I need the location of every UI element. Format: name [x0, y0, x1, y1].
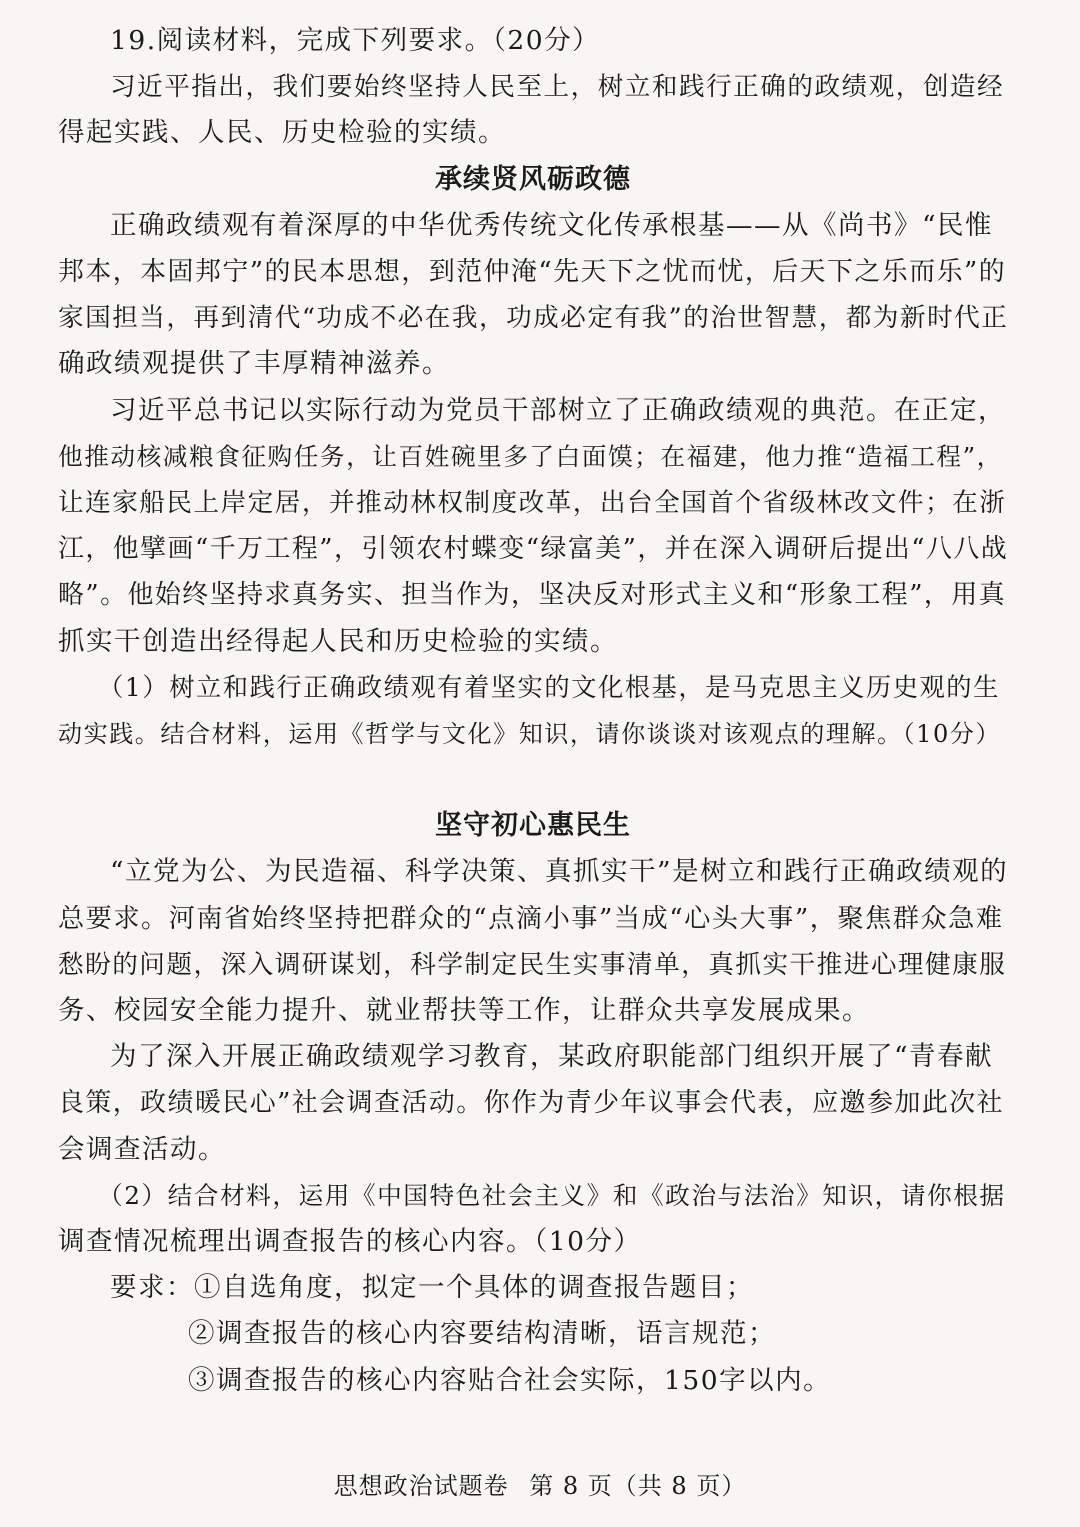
section1-para1-line: 确政绩观提供了丰厚精神滋养。 [58, 348, 450, 380]
footer-page-number: 第 8 页（共 8 页） [529, 1472, 747, 1500]
section1-para2-line: 习近平总书记以实际行动为党员干部树立了正确政绩观的典范。在正定， [110, 394, 1006, 426]
section1-para2-line: 略”。他始终坚持求真务实、担当作为，坚决反对形式主义和“形象工程”，用真 [58, 580, 1007, 611]
intro-line: 得起实践、人民、历史检验的实绩。 [58, 117, 506, 149]
page-footer [0, 1466, 1080, 1501]
question-2-line: 调查情况梳理出调查报告的核心内容。（10分） [58, 1226, 642, 1258]
section1-para2-line: 他推动核减粮食征购任务，让百姓碗里多了白面馍；在福建，他力推“造福工程”， [58, 441, 1003, 471]
section2-para1-line: “立党为公、为民造福、科学决策、真抓实干”是树立和践行正确政绩观的 [110, 856, 1009, 888]
section1-para2-line: 抓实干创造出经得起人民和历史检验的实绩。 [58, 625, 618, 657]
intro-line: 习近平指出，我们要始终坚持人民至上，树立和践行正确的政绩观，创造经 [110, 72, 1005, 103]
section1-para2-line: 让连家船民上岸定居，并推动林权制度改革，出台全国首个省级林改文件；在浙 [58, 488, 1007, 519]
section2-para1-line: 总要求。河南省始终坚持把群众的“点滴小事”当成“心头大事”，聚焦群众急难 [58, 903, 1004, 934]
section2-para1-line: 愁盼的问题，深入调研谋划，科学制定民生实事清单，真抓实干推进心理健康服 [58, 949, 1007, 980]
section1-para1-line: 正确政绩观有着深厚的中华优秀传统文化传承根基——从《尚书》“民惟 [110, 209, 994, 241]
section2-para2-line: 良策，政绩暖民心”社会调查活动。你作为青少年议事会代表，应邀参加此次社 [58, 1088, 1005, 1119]
section1-para2-line: 江，他擘画“千万工程”，引领农村蝶变“绿富美”，并在深入调研后提出“八八战 [58, 534, 1009, 565]
footer-subject: 思想政治试题卷 [333, 1472, 509, 1500]
section2-title: 坚守初心惠民生 [435, 810, 631, 842]
requirement-line: ③调查报告的核心内容贴合社会实际，150字以内。 [188, 1364, 832, 1396]
section2-para2-line: 为了深入开展正确政绩观学习教育，某政府职能部门组织开展了“青春献 [110, 1041, 994, 1073]
question-2-line: （2）结合材料，运用《中国特色社会主义》和《政治与法治》知识，请你根据 [98, 1180, 1006, 1210]
question-1-line: （1）树立和践行正确政绩观有着坚实的文化根基，是马克思主义历史观的生 [98, 672, 1000, 702]
section1-title: 承续贤风砺政德 [435, 163, 631, 195]
spacer [58, 757, 1008, 803]
section2-para1-line: 务、校园安全能力提升、就业帮扶等工作，让群众共享发展成果。 [58, 995, 870, 1027]
question-header: 19.阅读材料，完成下列要求。（20分） [110, 25, 601, 56]
requirement-line: 要求：①自选角度，拟定一个具体的调查报告题目； [110, 1272, 754, 1304]
question-1-line: 动实践。结合材料，运用《哲学与文化》知识，请你谈谈对该观点的理解。（10分） [58, 720, 1001, 749]
section2-para2-line: 会调查活动。 [58, 1133, 226, 1165]
section1-para1-line: 邦本，本固邦宁”的民本思想，到范仲淹“先天下之忧而忧，后天下之乐而乐”的 [58, 257, 1007, 288]
requirement-line: ②调查报告的核心内容要结构清晰，语言规范； [188, 1318, 776, 1350]
section1-para1-line: 家国担当，再到清代“功成不必在我，功成必定有我”的治世智慧，都为新时代正 [58, 303, 1009, 334]
